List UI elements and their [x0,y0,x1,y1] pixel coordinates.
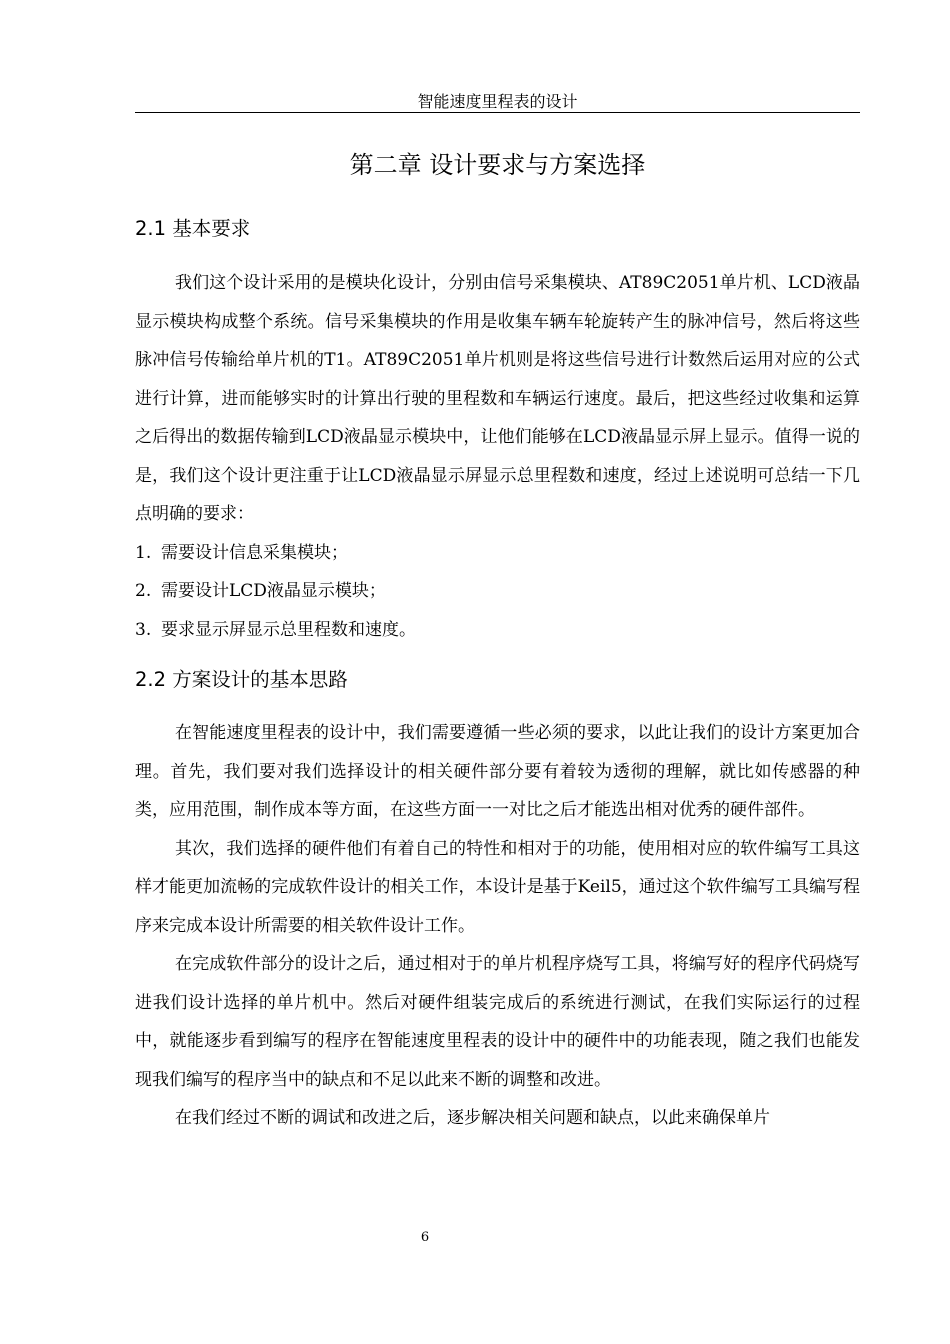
paragraph: 在智能速度里程表的设计中，我们需要遵循一些必须的要求，以此让我们的设计方案更加合理。首先，我们要对我们选择设计的相关硬件部分要有着较为透彻的理解，就比如传感器的种类，应用范围，制作成本等方面，在这些方面一一对比之后才能选出相对优秀的硬件部件。 [135,723,860,820]
chapter-title: 第二章 设计要求与方案选择 [349,151,646,179]
running-header: 智能速度里程表的设计 [417,92,578,111]
paragraph: 在完成软件部分的设计之后，通过相对于的单片机程序烧写工具，将编写好的程序代码烧写进我们设计选择的单片机中。然后对硬件组装完成后的系统进行测试，在我们实际运行的过程中，就能逐步看到编写的程序在智能速度里程表的设计中的硬件中的功能表现，随之我们也能发现我们编写的程序当中的缺点和不足以此来不断的调整和改进。 [135,954,860,1090]
list-item-text: 需要设计LCD液晶显示模块； [161,581,386,601]
section-body-2-1 [135,264,860,649]
section-title-2-2: 2.2 方案设计的基本思路 [135,668,348,691]
list-item [135,534,860,573]
list-item [135,572,860,611]
paragraph: 其次，我们选择的硬件他们有着自己的特性和相对于的功能，使用相对应的软件编写工具这样才能更加流畅的完成软件设计的相关工作，本设计是基于Keil5，通过这个软件编写工具编写程序来完成本设计所需要的相关软件设计工作。 [135,838,860,936]
header-rule [135,112,860,113]
list-item-text: 要求显示屏显示总里程数和速度。 [161,619,416,640]
list-number: 2. [135,581,152,601]
list-item [135,611,860,650]
list-item-text: 需要设计信息采集模块； [161,542,348,563]
paragraph: 我们这个设计采用的是模块化设计，分别由信号采集模块、AT89C2051单片机、LCD液晶显示模块构成整个系统。信号采集模块的作用是收集车辆车轮旋转产生的脉冲信号，然后将这些脉冲信号传输给单片机的T1。AT89C2051单片机则是将这些信号进行计数然后运用对应的公式进行计算，进而能够实时的计算出行驶的里程数和车辆运行速度。最后，把这些经过收集和运算之后得出的数据传输到LCD液晶显示模块中，让他们能够在LCD液晶显示屏上显示。值得一说的是，我们这个设计更注重于让LCD液晶显示屏显示总里程数和速度，经过上述说明可总结一下几点明确的要求： [135,273,860,524]
page-number: 6 [420,1230,430,1245]
section-title-2-1: 2.1 基本要求 [135,217,251,240]
list-number: 1. [135,542,152,563]
list-number: 3. [135,619,152,640]
section-body-2-2 [135,714,860,1138]
paragraph: 在我们经过不断的调试和改进之后，逐步解决相关问题和缺点，以此来确保单片 [175,1108,770,1128]
